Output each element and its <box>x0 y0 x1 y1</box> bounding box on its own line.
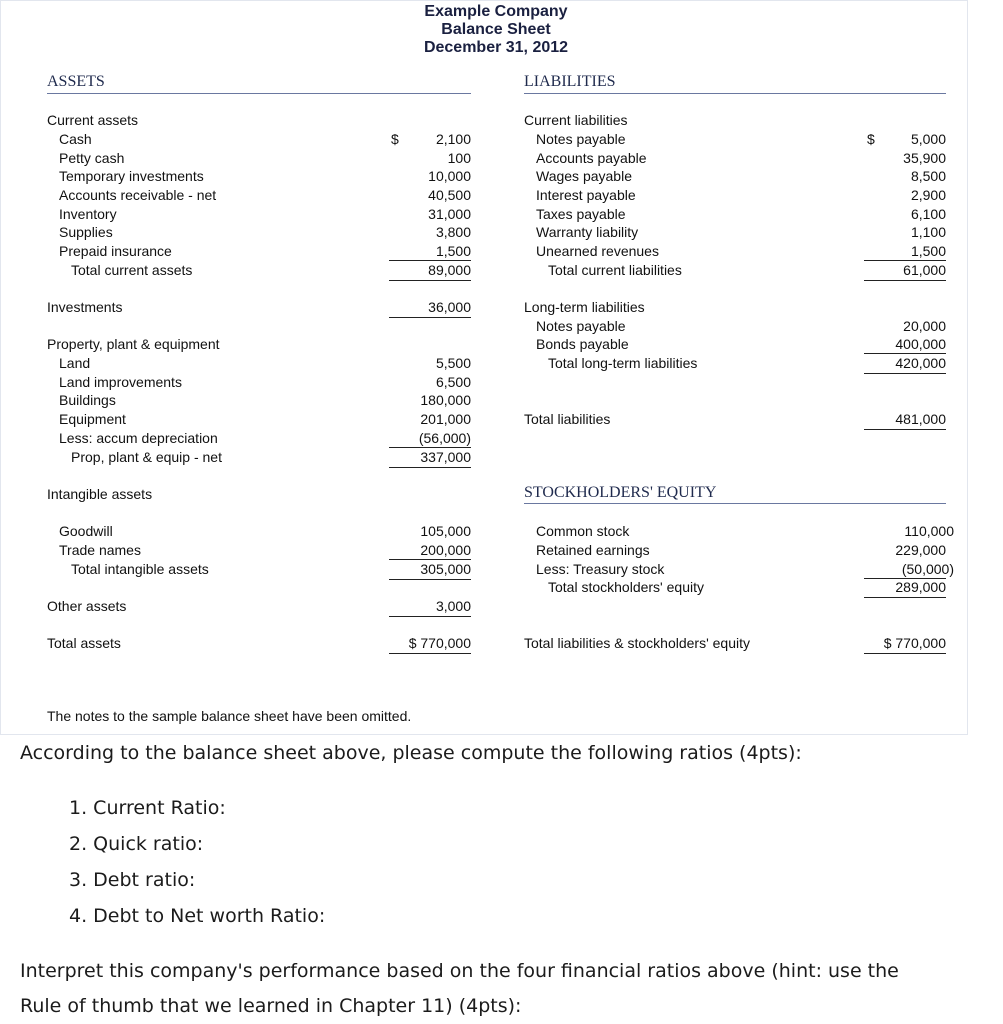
question-prompt: According to the balance sheet above, please compute the following ratios (4pts): <box>20 742 802 764</box>
ppe-item-label: Buildings <box>59 392 116 408</box>
current-assets-label: Current assets <box>47 112 139 128</box>
interpret-line-1: Interpret this company's performance based on the four financial ratios above (hint: use the <box>20 960 899 982</box>
ratio-item-label: Current Ratio: <box>93 797 226 819</box>
total-liabilities-value: 481,000 <box>864 410 946 430</box>
asset-label: Prepaid insurance <box>59 243 172 259</box>
equity-item-label: Less: Treasury stock <box>536 561 665 577</box>
longterm-item-value: 20,000 <box>903 318 946 334</box>
longterm-item-label: Bonds payable <box>536 336 629 352</box>
liabilities-dollar-sign: $ <box>867 131 875 147</box>
liability-label: Taxes payable <box>536 206 626 222</box>
intangible-item-label: Trade names <box>59 542 141 558</box>
investments-value: 36,000 <box>389 298 471 318</box>
interpret-line-2: Rule of thumb that we learned in Chapter 11) (4pts): <box>20 995 522 1017</box>
ppe-item-label: Equipment <box>59 411 126 427</box>
total-intangible-value: 305,000 <box>389 560 471 580</box>
assets-heading: ASSETS <box>47 73 105 90</box>
ratio-item-number: 2. <box>69 833 94 855</box>
asset-label: Supplies <box>59 224 113 240</box>
ratio-item <box>69 797 226 819</box>
ratio-item-number: 4. <box>69 905 94 927</box>
asset-label: Cash <box>59 131 92 147</box>
grand-total-value: $ 770,000 <box>864 634 946 654</box>
liability-label: Wages payable <box>536 168 632 184</box>
assets-dollar-sign: $ <box>391 131 399 147</box>
total-equity-label: Total stockholders' equity <box>548 579 704 595</box>
document-title: Balance Sheet <box>441 21 551 38</box>
liabilities-rule <box>524 93 946 94</box>
liability-label: Unearned revenues <box>536 243 659 259</box>
ratio-item <box>69 869 195 891</box>
ppe-item-value: 201,000 <box>420 411 471 427</box>
total-equity-value: 289,000 <box>864 578 946 598</box>
total-current-liabilities-label: Total current liabilities <box>548 262 682 278</box>
asset-value: 100 <box>447 150 471 166</box>
ratio-item-label: Debt to Net worth Ratio: <box>93 905 326 927</box>
asset-value: 1,500 <box>435 243 471 259</box>
ppe-item-label: Less: accum depreciation <box>59 430 218 446</box>
total-liabilities-label: Total liabilities <box>524 411 611 427</box>
equity-item-value: 110,000 <box>904 523 954 539</box>
ppe-item-value: (56,000) <box>418 430 471 446</box>
ppe-label: Property, plant & equipment <box>47 336 220 352</box>
grand-total-label: Total liabilities & stockholders' equity <box>524 635 751 651</box>
liability-value: 1,500 <box>910 243 946 259</box>
asset-value: 40,500 <box>428 187 471 203</box>
ppe-item-value: 5,500 <box>435 355 471 371</box>
liability-value: 2,900 <box>910 187 946 203</box>
total-assets-label: Total assets <box>47 635 121 651</box>
ratio-item <box>69 905 325 927</box>
assets-rule <box>47 93 471 94</box>
total-current-assets-label: Total current assets <box>71 262 193 278</box>
liability-value: 1,100 <box>910 224 946 240</box>
investments-label: Investments <box>47 299 123 315</box>
liability-value: 35,900 <box>903 150 946 166</box>
total-longterm-value: 420,000 <box>864 354 946 374</box>
liability-value: 8,500 <box>910 168 946 184</box>
liabilities-heading: LIABILITIES <box>524 73 616 90</box>
asset-label: Petty cash <box>59 150 125 166</box>
ppe-net-value: 337,000 <box>389 448 471 468</box>
ppe-item-value: 6,500 <box>435 374 471 390</box>
equity-item-value: 229,000 <box>895 542 946 558</box>
longterm-item-value: 400,000 <box>895 336 946 352</box>
total-longterm-label: Total long-term liabilities <box>548 355 698 371</box>
intangible-assets-label: Intangible assets <box>47 486 153 502</box>
ppe-item-value: 180,000 <box>420 392 471 408</box>
asset-label: Inventory <box>59 206 117 222</box>
total-current-liabilities-value: 61,000 <box>864 261 946 281</box>
liability-label: Interest payable <box>536 187 636 203</box>
other-assets-value: 3,000 <box>389 597 471 617</box>
total-intangible-label: Total intangible assets <box>71 561 209 577</box>
ppe-net-label: Prop, plant & equip - net <box>71 449 222 465</box>
ratio-item <box>69 833 203 855</box>
asset-value: 10,000 <box>428 168 471 184</box>
equity-item-value: (50,000) <box>901 561 954 577</box>
asset-label: Accounts receivable - net <box>59 187 217 203</box>
liability-label: Notes payable <box>536 131 626 147</box>
ratio-item-number: 1. <box>69 797 94 819</box>
asset-value: 31,000 <box>428 206 471 222</box>
ratio-item-label: Quick ratio: <box>93 833 204 855</box>
intangible-item-value: 105,000 <box>420 523 471 539</box>
other-assets-label: Other assets <box>47 598 127 614</box>
asset-value: 3,800 <box>435 224 471 240</box>
equity-rule <box>524 503 946 504</box>
liability-value: 6,100 <box>910 206 946 222</box>
sheet-date: December 31, 2012 <box>423 39 569 56</box>
equity-item-label: Common stock <box>536 523 630 539</box>
liability-label: Accounts payable <box>536 150 647 166</box>
longterm-liabilities-label: Long-term liabilities <box>524 299 645 315</box>
liability-value: 5,000 <box>910 131 946 147</box>
total-assets-value: $ 770,000 <box>389 634 471 654</box>
ppe-item-label: Land <box>59 355 91 371</box>
equity-item-label: Retained earnings <box>536 542 650 558</box>
longterm-item-label: Notes payable <box>536 318 626 334</box>
total-current-assets-value: 89,000 <box>389 261 471 281</box>
asset-label: Temporary investments <box>59 168 204 184</box>
liability-label: Warranty liability <box>536 224 639 240</box>
ratio-item-label: Debt ratio: <box>93 869 196 891</box>
intangible-item-label: Goodwill <box>59 523 113 539</box>
omitted-notes-text: The notes to the sample balance sheet have been omitted. <box>47 708 412 724</box>
asset-value: 2,100 <box>435 131 471 147</box>
equity-heading: STOCKHOLDERS' EQUITY <box>524 484 717 501</box>
ppe-item-label: Land improvements <box>59 374 182 390</box>
company-name: Example Company <box>424 3 568 20</box>
current-liabilities-label: Current liabilities <box>524 112 628 128</box>
ratio-item-number: 3. <box>69 869 94 891</box>
intangible-item-value: 200,000 <box>420 542 471 558</box>
